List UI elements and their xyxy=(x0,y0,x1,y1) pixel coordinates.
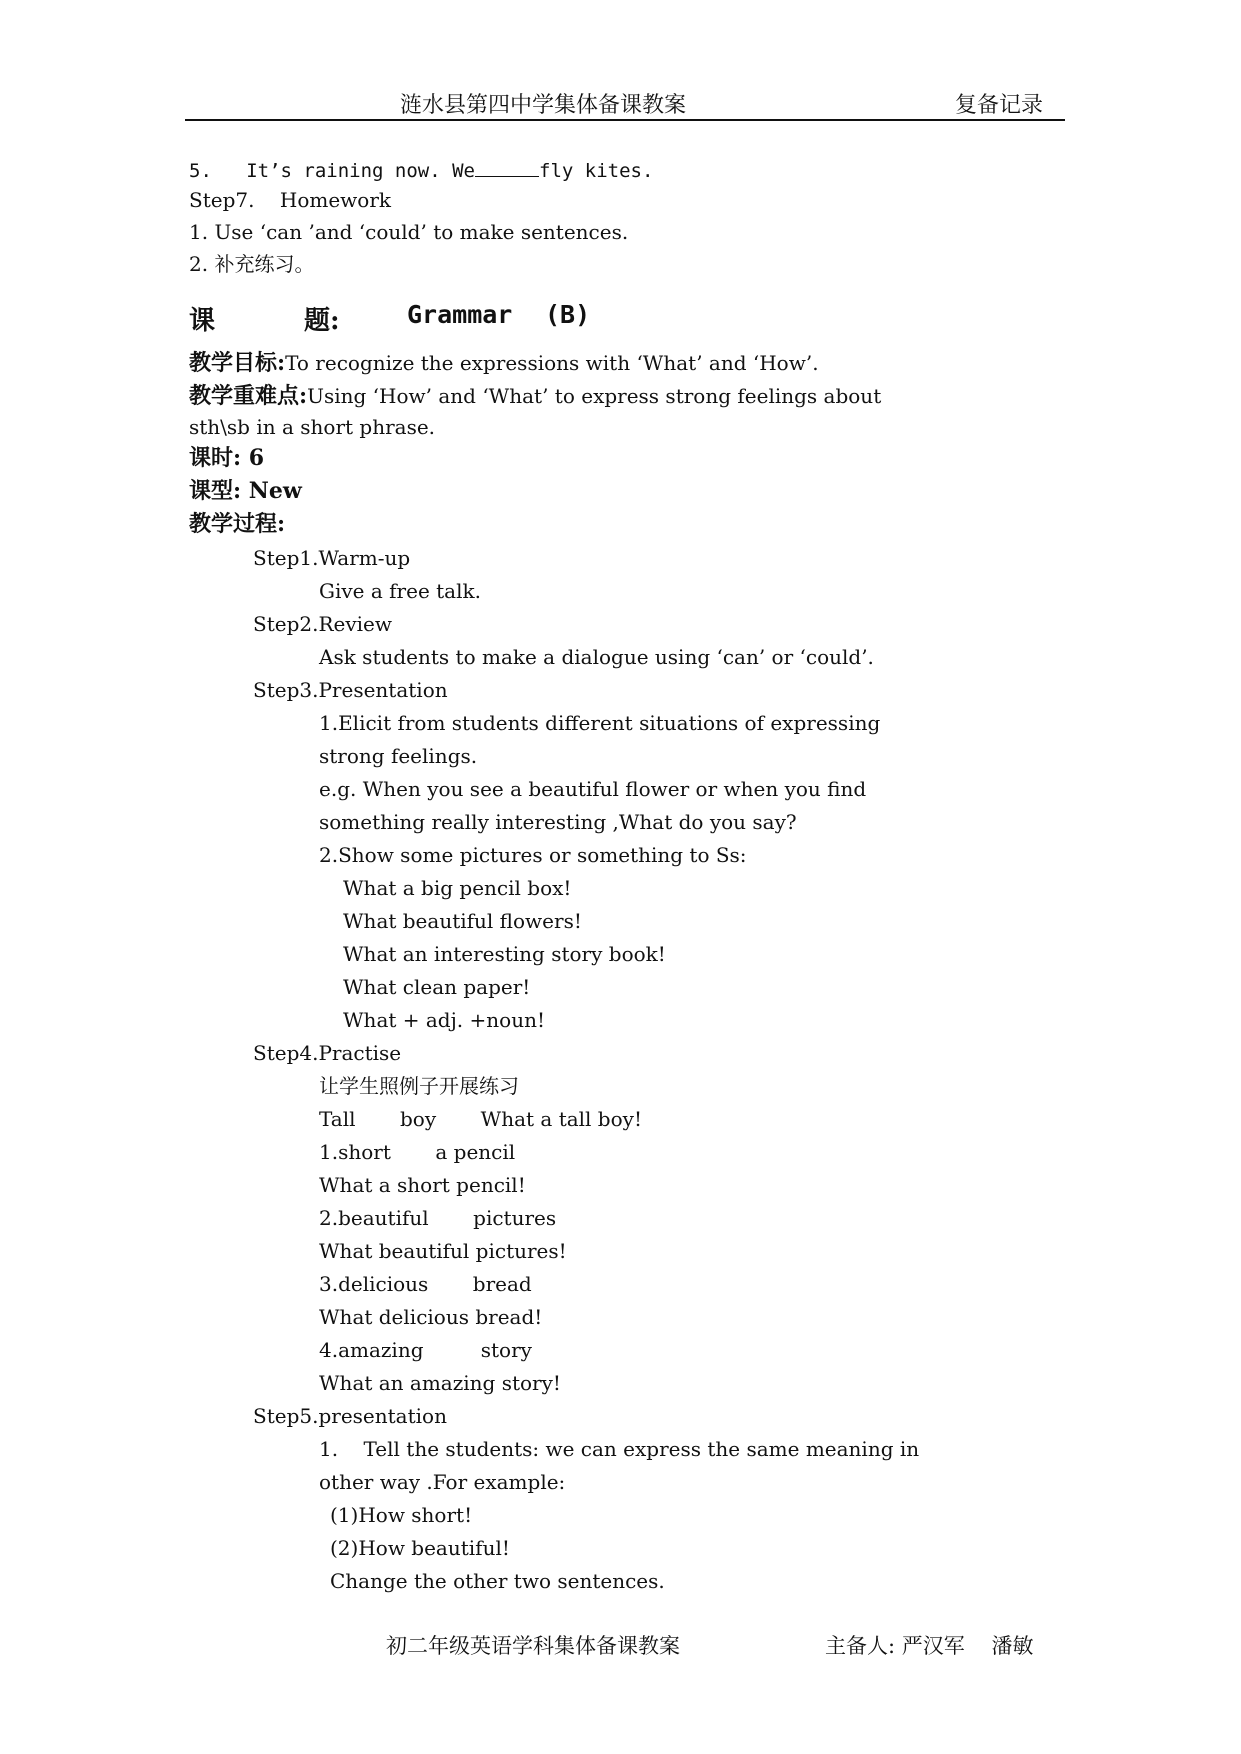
exercise-5-text-a: It’s raining now. We xyxy=(246,160,475,182)
step5-example1: (1)How short! xyxy=(330,1503,473,1527)
teaching-goal-text: To recognize the expressions with ‘What’ and ‘How’. xyxy=(285,351,819,375)
homework-1: 1. Use ‘can ’and ‘could’ to make sentences. xyxy=(189,220,629,244)
step4-answer2: What beautiful pictures! xyxy=(319,1239,567,1263)
step5-task: Change the other two sentences. xyxy=(330,1569,665,1593)
key-points-text: Using ‘How’ and ‘What’ to express strong feelings about xyxy=(307,384,882,408)
step5-heading: Step5.presentation xyxy=(253,1404,447,1428)
class-period: 课时: 6 xyxy=(189,445,265,471)
teaching-process-label: 教学过程: xyxy=(189,511,286,537)
step2-heading: Step2.Review xyxy=(253,612,393,636)
fill-blank xyxy=(475,156,539,177)
step3-line2: strong feelings. xyxy=(319,744,478,768)
step3-example1: What a big pencil box! xyxy=(343,876,572,900)
step3-example3: What an interesting story book! xyxy=(343,942,666,966)
step1-text: Give a free talk. xyxy=(319,579,481,603)
step4-answer4: What an amazing story! xyxy=(319,1371,561,1395)
homework-2: 2. 补充练习。 xyxy=(189,252,315,276)
teaching-goal-label: 教学目标: xyxy=(189,350,286,376)
lesson-title-char1: 课 xyxy=(189,306,216,336)
step4-item4: 4.amazing story xyxy=(319,1338,532,1362)
step3-line3: e.g. When you see a beautiful flower or when you find xyxy=(319,777,867,801)
step7-heading: Step7. Homework xyxy=(189,188,392,212)
step4-item3: 3.delicious bread xyxy=(319,1272,532,1296)
step5-example2: (2)How beautiful! xyxy=(330,1536,510,1560)
step3-line5: 2.Show some pictures or something to Ss: xyxy=(319,843,747,867)
key-points xyxy=(189,384,881,408)
step4-example: Tall boy What a tall boy! xyxy=(319,1107,642,1131)
teaching-goal xyxy=(189,351,819,375)
step2-text: Ask students to make a dialogue using ‘can’ or ‘could’. xyxy=(319,645,874,669)
step1-heading: Step1.Warm-up xyxy=(253,546,411,570)
step3-line4: something really interesting ,What do you say? xyxy=(319,810,797,834)
key-points-label: 教学重难点: xyxy=(189,383,308,409)
header-rule xyxy=(185,119,1065,121)
step4-item2: 2.beautiful pictures xyxy=(319,1206,557,1230)
header-record-label: 复备记录 xyxy=(955,93,1044,118)
lesson-title-char2: 题: xyxy=(304,306,340,336)
step5-line1: 1. Tell the students: we can express the same meaning in xyxy=(319,1437,920,1461)
step4-instruction: 让学生照例子开展练习 xyxy=(319,1074,519,1098)
step3-formula: What + adj. +noun! xyxy=(343,1008,545,1032)
class-type: 课型: New xyxy=(189,478,302,504)
exercise-5-text-b: fly kites. xyxy=(539,160,654,182)
step3-example4: What clean paper! xyxy=(343,975,531,999)
exercise-5-number: 5. xyxy=(189,160,212,182)
exercise-5 xyxy=(189,156,653,183)
lesson-title-topic: Grammar xyxy=(407,300,513,329)
step3-line1: 1.Elicit from students different situations of expressing xyxy=(319,711,881,735)
step4-answer1: What a short pencil! xyxy=(319,1173,526,1197)
footer-title: 初二年级英语学科集体备课教案 xyxy=(386,1634,680,1658)
lesson-title-part: (B) xyxy=(545,300,591,329)
key-points-cont: sth\sb in a short phrase. xyxy=(189,415,436,439)
step3-heading: Step3.Presentation xyxy=(253,678,448,702)
step4-answer3: What delicious bread! xyxy=(319,1305,543,1329)
footer-authors: 主备人: 严汉军 潘敏 xyxy=(825,1634,1034,1658)
step4-item1: 1.short a pencil xyxy=(319,1140,516,1164)
step3-example2: What beautiful flowers! xyxy=(343,909,582,933)
header-title: 涟水县第四中学集体备课教案 xyxy=(400,93,687,118)
step5-line2: other way .For example: xyxy=(319,1470,566,1494)
step4-heading: Step4.Practise xyxy=(253,1041,402,1065)
